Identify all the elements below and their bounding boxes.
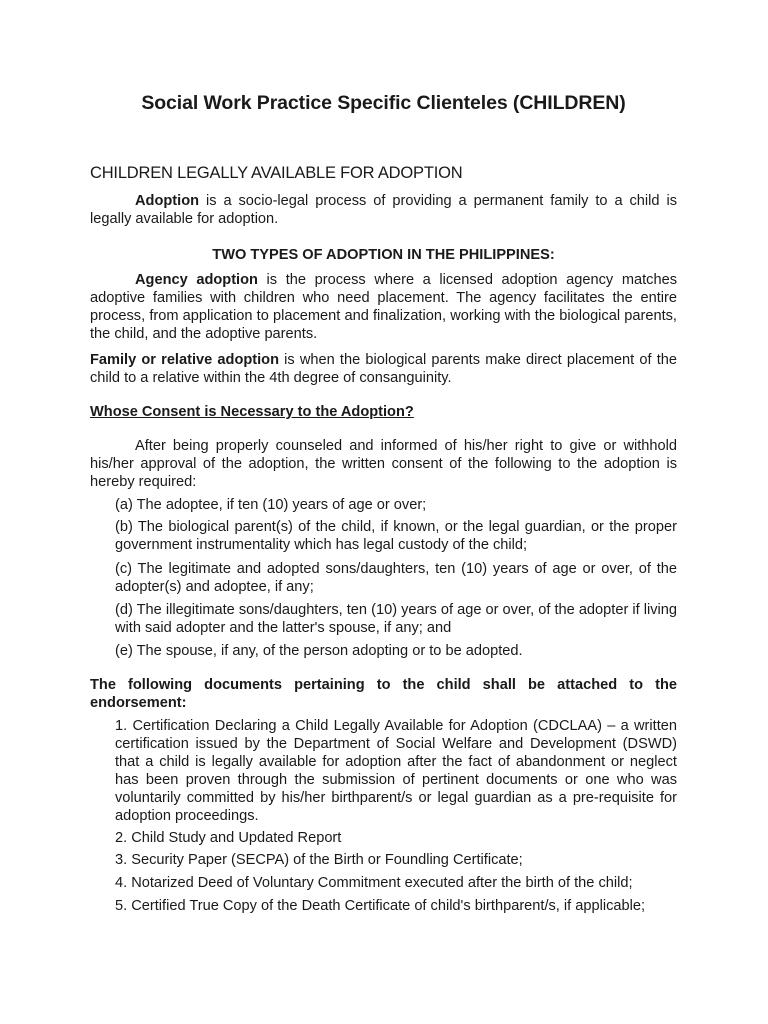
document-item: 1. Certification Declaring a Child Legally Available for Adoption (CDCLAA) – a written certification issued by the Department of Social Welfare and Development (DSWD) that a child is legally available for adoption after the fact of abandonment or neglect has been proven through the submission of pertinent documents or one who was voluntarily committed by his/her birthparent/s or legal guardian as a pre-requisite for adoption proceedings. <box>115 718 677 824</box>
family-adoption-term: Family or relative adoption <box>90 352 280 368</box>
document-item: 5. Certified True Copy of the Death Certificate of child's birthparent/s, if applicable; <box>115 898 646 914</box>
agency-adoption-paragraph: Agency adoption is the process where a licensed adoption agency matches adoptive families with children who need placement. The agency facilitates the entire process, from application to placement and finalization, working with the biological parents, the child, and the adoptive parents. <box>90 272 677 342</box>
consent-item: (e) The spouse, if any, of the person adopting or to be adopted. <box>115 643 523 659</box>
agency-adoption-term: Agency adoption <box>135 272 258 288</box>
consent-item: (b) The biological parent(s) of the child, if known, or the legal guardian, or the proper government instrumentality which has legal custody of the child; <box>115 519 677 553</box>
consent-intro: After being properly counseled and informed of his/her right to give or withhold his/her approval of the adoption, the written consent of the following to the adoption is hereby required: <box>90 438 677 490</box>
consent-item: (c) The legitimate and adopted sons/daughters, ten (10) years of age or over, of the adopter(s) and adoptee, if any; <box>115 561 677 595</box>
section-heading: CHILDREN LEGALLY AVAILABLE FOR ADOPTION <box>90 164 463 182</box>
adoption-term: Adoption <box>135 193 200 209</box>
consent-item: (a) The adoptee, if ten (10) years of age or over; <box>115 497 427 513</box>
document-item: 2. Child Study and Updated Report <box>115 830 342 846</box>
family-adoption-paragraph: Family or relative adoption is when the biological parents make direct placement of the child to a relative within the 4th degree of consanguinity. <box>90 352 677 386</box>
documents-heading: The following documents pertaining to the child shall be attached to the endorsement: <box>90 677 677 711</box>
consent-heading: Whose Consent is Necessary to the Adoption? <box>90 404 414 420</box>
document-item: 3. Security Paper (SECPA) of the Birth or Foundling Certificate; <box>115 852 523 868</box>
consent-item: (d) The illegitimate sons/daughters, ten (10) years of age or over, of the adopter if living with said adopter and the latter's spouse, if any; and <box>115 602 677 636</box>
document-item: 4. Notarized Deed of Voluntary Commitment executed after the birth of the child; <box>115 875 633 891</box>
adoption-definition: Adoption is a socio-legal process of providing a permanent family to a child is legally available for adoption. <box>90 193 677 227</box>
document-title: Social Work Practice Specific Clienteles (CHILDREN) <box>141 92 626 114</box>
types-heading: TWO TYPES OF ADOPTION IN THE PHILIPPINES: <box>212 247 555 263</box>
